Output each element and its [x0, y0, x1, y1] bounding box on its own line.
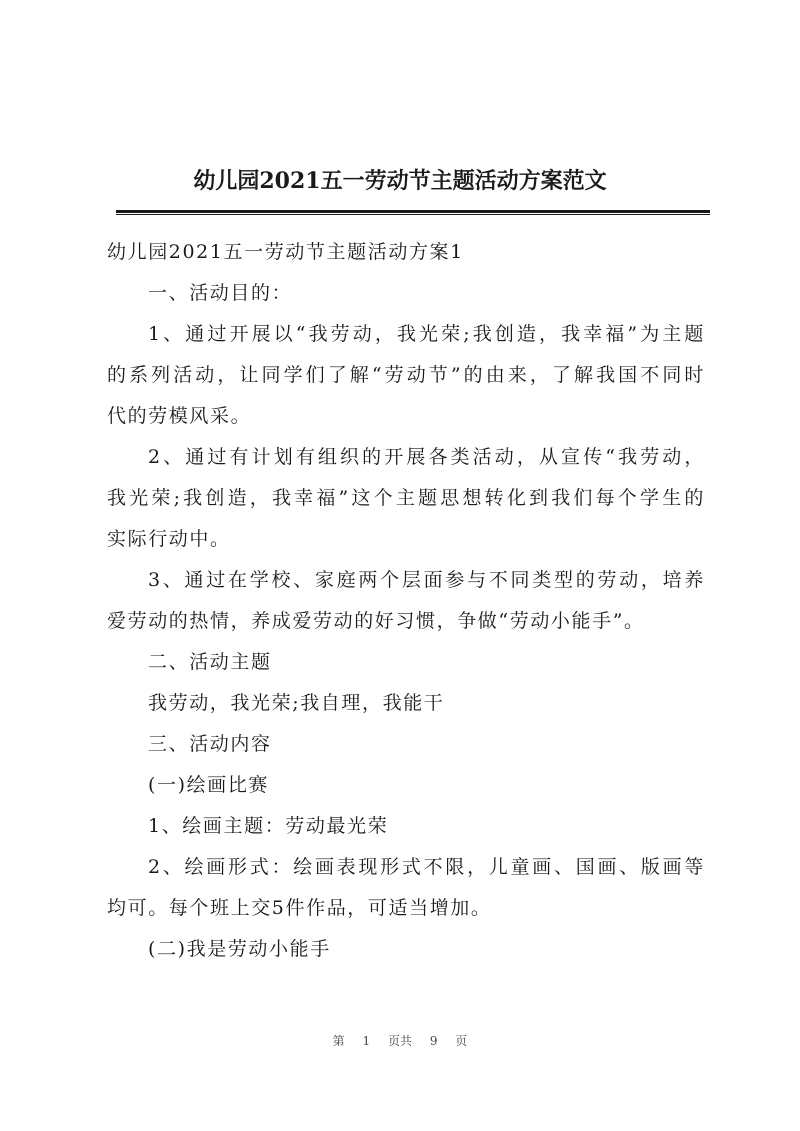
footer-suffix: 页 — [455, 1034, 468, 1048]
total-pages-number: 9 — [429, 1034, 438, 1048]
paragraph-line: 代的劳模风采。 — [107, 405, 252, 427]
paragraph-line: 幼儿园2021五一劳动节主题活动方案1 — [107, 241, 464, 263]
subsection-heading: (二)我是劳动小能手 — [148, 938, 331, 960]
paragraph-line: 我劳动，我光荣;我自理，我能干 — [148, 692, 445, 714]
paragraph-line: 2、通过有计划有组织的开展各类活动，从宣传“我劳动， — [148, 446, 705, 468]
paragraph-line: 一、活动目的： — [148, 282, 293, 304]
paragraph-line: 均可。每个班上交5件作品，可适当增加。 — [107, 897, 492, 919]
document-title: 幼儿园2021五一劳动节主题活动方案范文 — [193, 168, 607, 194]
title-divider — [116, 210, 710, 215]
footer-prefix: 第 — [332, 1034, 345, 1048]
section-heading: 二、活动主题 — [148, 651, 272, 673]
paragraph-line: 1、绘画主题：劳动最光荣 — [148, 815, 389, 837]
page-footer — [0, 1032, 800, 1049]
subsection-heading: (一)绘画比赛 — [148, 774, 270, 796]
paragraph-line: 我光荣;我创造，我幸福”这个主题思想转化到我们每个学生的 — [107, 487, 705, 509]
document-body — [107, 232, 705, 970]
paragraph-line: 3、通过在学校、家庭两个层面参与不同类型的劳动，培养 — [148, 569, 705, 591]
footer-middle: 页共 — [387, 1034, 412, 1048]
paragraph-line: 爱劳动的热情，养成爱劳动的好习惯，争做“劳动小能手”。 — [107, 610, 645, 632]
paragraph-line: 实际行动中。 — [107, 528, 231, 550]
paragraph-line: 1、通过开展以“我劳动，我光荣;我创造，我幸福”为主题 — [148, 323, 705, 345]
paragraph-line: 2、绘画形式：绘画表现形式不限，儿童画、国画、版画等 — [148, 856, 705, 878]
paragraph-line: 的系列活动，让同学们了解“劳动节”的由来，了解我国不同时 — [107, 364, 705, 386]
section-heading: 三、活动内容 — [148, 733, 272, 755]
current-page-number: 1 — [362, 1034, 371, 1048]
